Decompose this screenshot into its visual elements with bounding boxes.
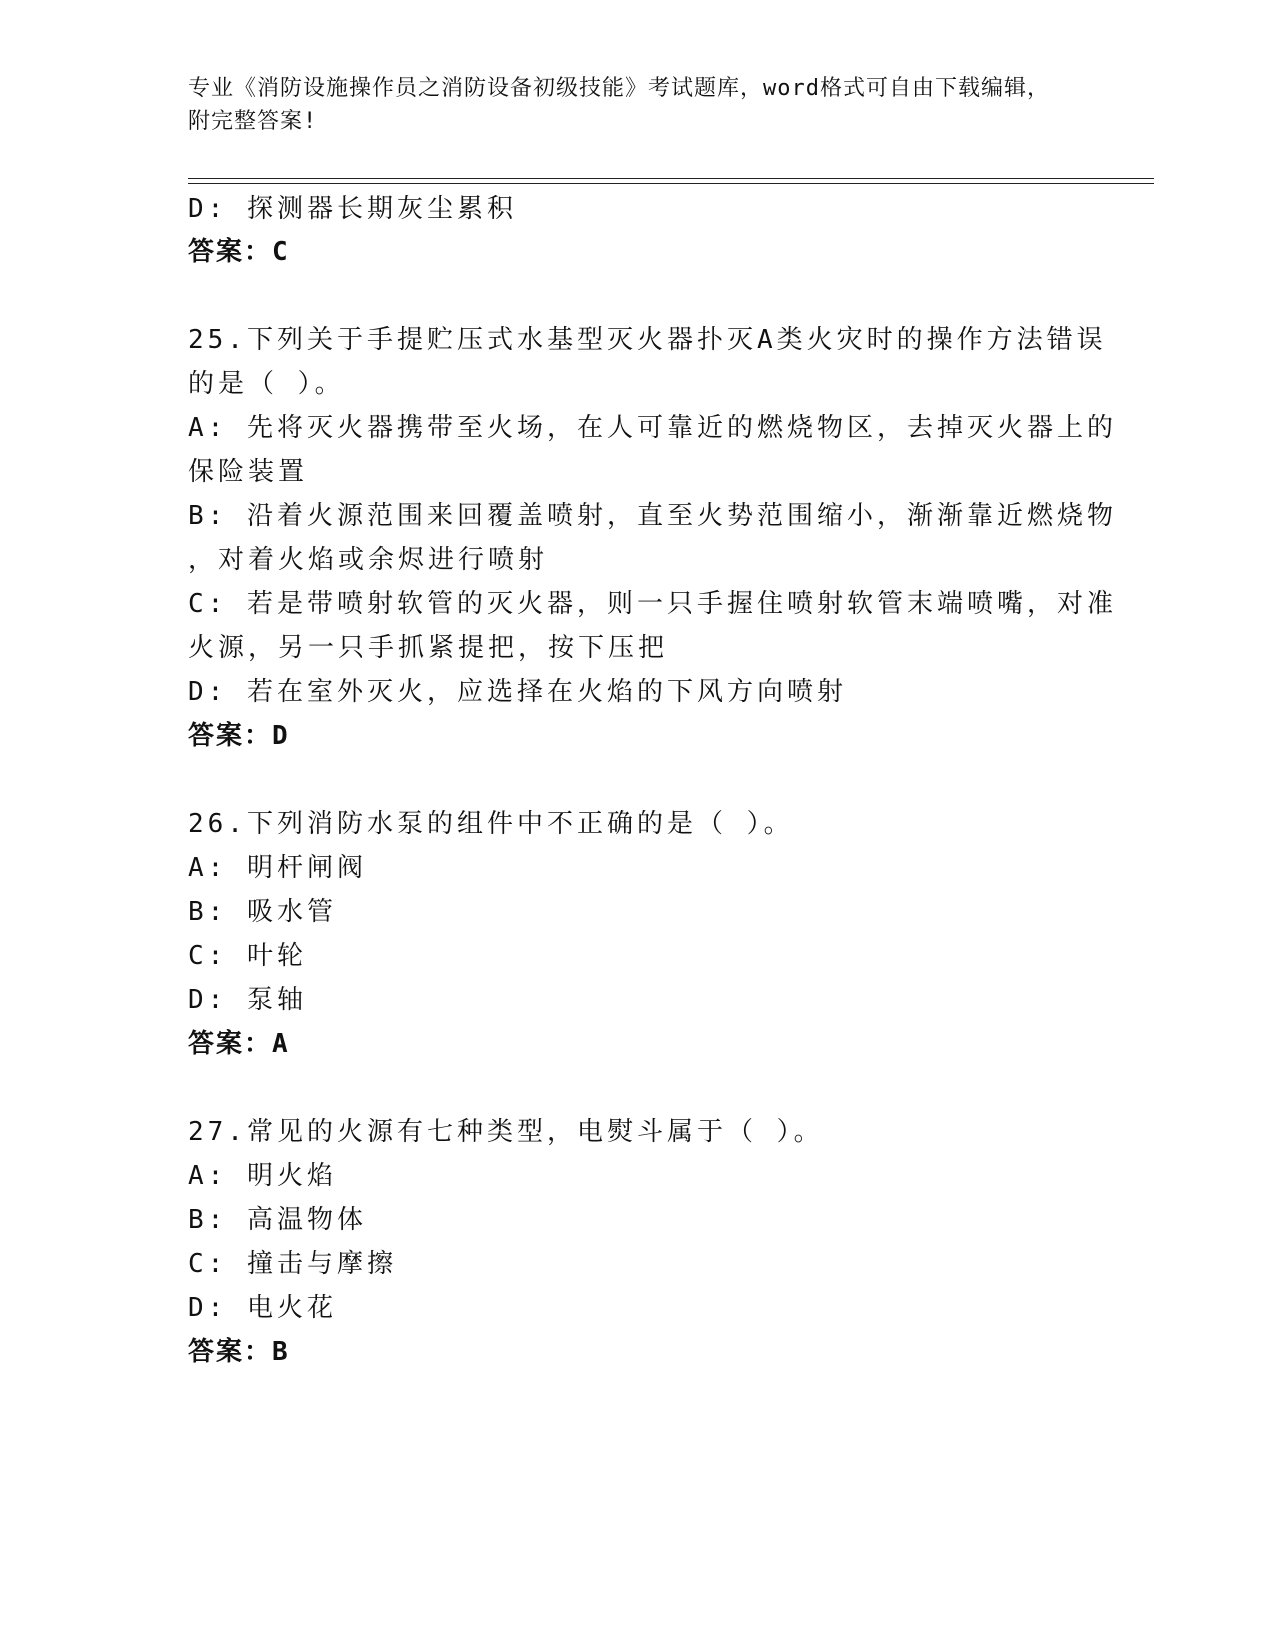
header-divider-top [188, 178, 1154, 179]
option-a: A: 明杆闸阀 [188, 853, 367, 883]
header-divider-bottom [188, 183, 1154, 184]
question-stem: 27.常见的火源有七种类型，电熨斗属于（ ）。 [188, 1117, 824, 1147]
option-d: D: 电火花 [188, 1293, 337, 1323]
option-c: C: 叶轮 [188, 941, 307, 971]
option-d: D: 若在室外灭火，应选择在火焰的下风方向喷射 [188, 677, 847, 707]
option-c: C: 若是带喷射软管的灭火器，则一只手握住喷射软管末端喷嘴，对准 [188, 589, 1117, 619]
option-b: B: 高温物体 [188, 1205, 367, 1235]
option-d: D: 探测器长期灰尘累积 [188, 194, 517, 224]
answer-label: 答案：A [188, 1029, 290, 1059]
option-d: D: 泵轴 [188, 985, 307, 1015]
option-c: C: 撞击与摩擦 [188, 1249, 397, 1279]
option-a-cont: 保险装置 [188, 457, 309, 487]
question-stem: 26.下列消防水泵的组件中不正确的是（ ）。 [188, 809, 794, 839]
option-b: B: 沿着火源范围来回覆盖喷射，直至火势范围缩小，渐渐靠近燃烧物 [188, 501, 1117, 531]
answer-label: 答案：D [188, 721, 290, 751]
option-a: A: 明火焰 [188, 1161, 337, 1191]
answer-label: 答案：C [188, 237, 290, 267]
answer-label: 答案：B [188, 1337, 290, 1367]
option-b-cont: ，对着火焰或余烬进行喷射 [188, 545, 549, 575]
option-a: A: 先将灭火器携带至火场，在人可靠近的燃烧物区，去掉灭火器上的 [188, 413, 1117, 443]
option-c-cont: 火源，另一只手抓紧提把，按下压把 [188, 633, 669, 663]
option-b: B: 吸水管 [188, 897, 337, 927]
document-header: 专业《消防设施操作员之消防设备初级技能》考试题库，word格式可自由下载编辑，附完整答案! [188, 76, 1050, 134]
question-stem-cont: 的是（ ）。 [188, 369, 345, 399]
question-stem: 25.下列关于手提贮压式水基型灭火器扑灭A类火灾时的操作方法错误 [188, 325, 1107, 355]
